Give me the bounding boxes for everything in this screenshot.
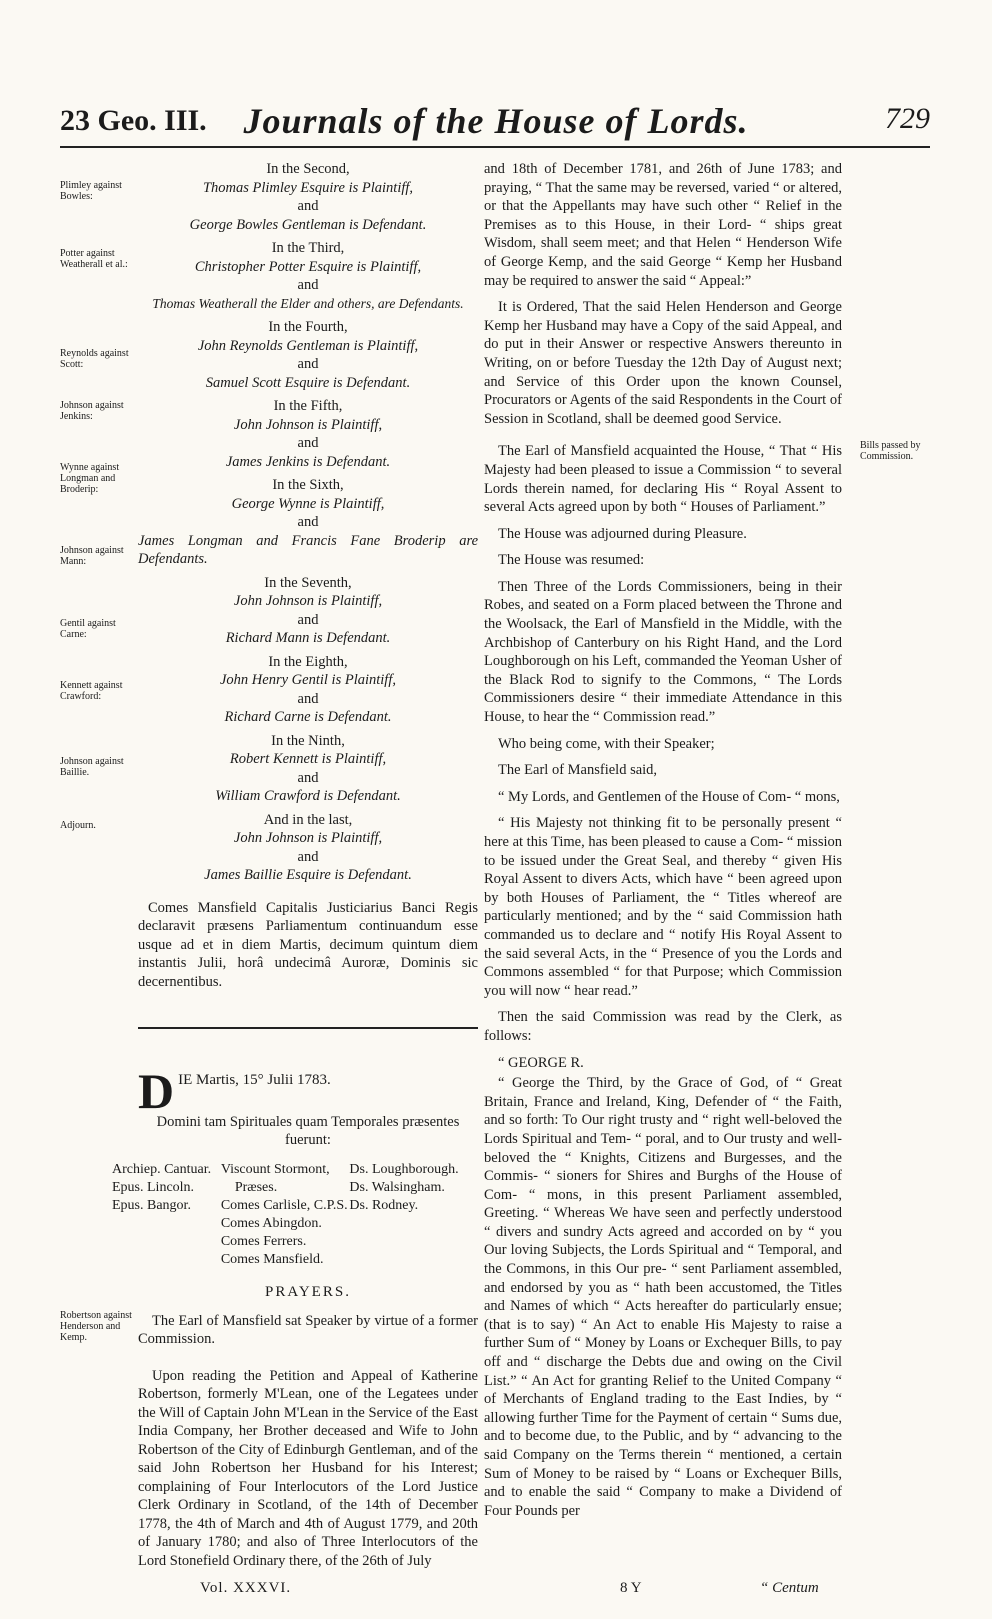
margin-note: Kennett against Crawford:: [60, 680, 123, 702]
paragraph: Then Three of the Lords Commissioners, being in their Robes, and seated on a Form placed between the Throne and the Woolsack, the Earl of Mansfield in the Middle, with the Archbishop of Canterbury on his Right Hand, and the Lord Loughborough on his Left, commanded the Yeoman Usher of the Black Rod to signify to the Commons, “ The Lords Commissioners desire “ their immediate Attendance in this House, to hear the “ Commission read.”: [484, 578, 842, 726]
petition-paragraph: Upon reading the Petition and Appeal of Katherine Robertson, formerly M'Lean, one of the Legatees under the Will of Captain John M'Lean in the Service of the East India Company, her Brother deceased and Wife to John Robertson of the City of Edinburgh Gentleman, and of the said John Robertson her Husband for his Interest; complaining of Four Interlocutors of the Lord Justice Clerk Ordinary in Scotland, of the 14th of December 1778, the 4th of March and 4th of August 1779, and 20th of January 1780; and also of Three Interlocutors of the Lord Stonefield Ordinary there, of the 26th of July: [138, 1367, 478, 1569]
attendee: Ds. Rodney.: [349, 1198, 419, 1213]
speaker-paragraph: The Earl of Mansfield sat Speaker by virtue of a former Commission.: [138, 1312, 478, 1347]
case-ordinal: In the Second,: [266, 161, 350, 177]
case-entry: [138, 574, 478, 648]
case-entry: [138, 732, 478, 806]
margin-note: Robertson against Henderson and Kemp.: [60, 1310, 132, 1343]
sitting-date: IE Martis, 15° Julii 1783.: [178, 1072, 331, 1088]
case-and: and: [297, 769, 319, 786]
paragraph: The Earl of Mansfield said,: [498, 762, 658, 779]
case-entry: [138, 397, 478, 471]
margin-note: Johnson against Jenkins:: [60, 400, 124, 422]
section-rule: [138, 1027, 478, 1029]
paragraph: The House was resumed:: [498, 552, 645, 569]
case-and: and: [297, 356, 319, 372]
case-plaintiff: John Johnson is Plaintiff,: [233, 593, 383, 609]
margin-note: Gentil against Carne:: [60, 618, 116, 640]
case-ordinal: In the Eighth,: [268, 653, 348, 670]
case-ordinal: And in the last,: [263, 811, 353, 828]
attendee: Præses.: [234, 1180, 278, 1195]
case-entry: [138, 476, 478, 569]
attendee: Ds. Walsingham.: [349, 1180, 445, 1195]
right-margin-note: Bills passed by Commission.: [860, 440, 921, 462]
margin-note: Wynne against Longman and Broderip:: [60, 462, 120, 495]
paragraph: The Earl of Mansfield acquainted the House, “ That “ His Majesty had been pleased to issue a Commission “ to several Lords therein named, for declaring His “ Royal Assent to several Acts agreed upon by both “ Houses of Parliament.”: [484, 443, 842, 516]
case-and: and: [297, 690, 319, 707]
case-plaintiff: Christopher Potter Esquire is Plaintiff,: [194, 258, 422, 275]
case-plaintiff: George Wynne is Plaintiff,: [231, 495, 385, 512]
case-plaintiff: Robert Kennett is Plaintiff,: [229, 751, 387, 767]
catchword: “ Centum: [760, 1580, 819, 1596]
prayers-heading: PRAYERS.: [265, 1284, 351, 1300]
case-and: and: [297, 514, 319, 530]
case-plaintiff: John Reynolds Gentleman is Plaintiff,: [197, 337, 419, 354]
sitting-heading: [138, 1063, 478, 1149]
attendee: Comes Carlisle, C.P.S.: [220, 1198, 348, 1213]
paragraph: “ My Lords, and Gentlemen of the House of Com- “ mons,: [498, 788, 840, 805]
adjournment-text: Comes Mansfield Capitalis Justiciarius Banci Regis declaravit præsens Parliamentum continuandum esse usque ad et in diem Martis, decimum quintum diem instantis Julii, horâ undecimâ Auroræ, Dominis sic decernentibus.: [138, 899, 478, 990]
attendance-list: [112, 1161, 478, 1269]
margin-note: Adjourn.: [60, 820, 96, 831]
case-entry: [138, 318, 478, 392]
attendance-col-earls: [221, 1161, 350, 1269]
case-plaintiff: John Johnson is Plaintiff,: [233, 830, 383, 846]
case-entry: [138, 160, 478, 234]
attendee: Archiep. Cantuar.: [112, 1162, 212, 1177]
left-column: [112, 160, 478, 1570]
page-number: 729: [885, 102, 930, 135]
case-defendant: Richard Carne is Defendant.: [224, 709, 392, 725]
margin-note: Johnson against Mann:: [60, 545, 124, 567]
case-and: and: [297, 435, 319, 451]
right-column: [484, 160, 842, 1528]
page-header: [0, 100, 992, 150]
case-defendant: George Bowles Gentleman is Defendant.: [189, 216, 427, 233]
case-entry: [138, 239, 478, 313]
volume-number: Vol. XXXVI.: [200, 1580, 292, 1596]
header-rule: [60, 146, 930, 148]
case-defendant: James Longman and Francis Fane Broderip are Defendants.: [138, 532, 478, 567]
attendance-col-barons: [349, 1161, 478, 1269]
paragraph: and 18th of December 1781, and 26th of June 1783; and praying, “ That the same may be reversed, varied “ or altered, or that the Appellants may have such other “ Relief in the Premises as to this House, in their Lord- “ ships great Wisdom, shall seem meet; and that Helen “ Henderson Wife of George Kemp, and the said George “ Kemp her Husband may be required to answer the said “ Appeal:”: [484, 161, 842, 289]
journal-title: Journals of the House of Lords.: [243, 101, 749, 141]
case-defendant: William Crawford is Defendant.: [215, 788, 401, 804]
attendee: Viscount Stormont,: [220, 1162, 330, 1177]
margin-note: Plimley against Bowles:: [60, 180, 122, 202]
case-and: and: [297, 198, 319, 214]
attendee: Comes Abingdon.: [220, 1216, 322, 1231]
attendee: Epus. Bangor.: [112, 1198, 191, 1213]
case-ordinal: In the Fourth,: [268, 319, 348, 335]
case-ordinal: In the Sixth,: [272, 477, 344, 493]
paragraph: The House was adjourned during Pleasure.: [498, 525, 747, 542]
case-and: and: [297, 611, 319, 628]
margin-note: Potter against Weatherall et al.:: [60, 248, 128, 270]
signature-mark: 8 Y: [620, 1580, 642, 1596]
margin-note: Johnson against Baillie.: [60, 756, 124, 778]
paragraph: “ His Majesty not thinking fit to be personally present “ here at this Time, has been pleased to cause a Com- “ mission to be issued under the Great Seal, and thereby “ given His Royal Assent to divers Acts, which have “ been agreed upon by both Houses of Parliament, the “ Titles whereof are particularly mentioned; and by the “ said Commission hath commanded us to declare and “ notify His Royal Assent to the said several Acts, in the “ Presence of you the Lords and Commons assembled “ for that Purpose; which Commission you will now “ hear read.”: [484, 815, 842, 999]
attendee: Epus. Lincoln.: [112, 1180, 195, 1195]
case-and: and: [297, 277, 319, 293]
case-ordinal: In the Fifth,: [273, 398, 343, 414]
case-entry: [138, 653, 478, 727]
case-plaintiff: Thomas Plimley Esquire is Plaintiff,: [202, 179, 414, 196]
margin-note: Reynolds against Scott:: [60, 348, 129, 370]
case-entry: [138, 811, 478, 885]
case-plaintiff: John Johnson is Plaintiff,: [233, 416, 383, 433]
paragraph: Then the said Commission was read by the Clerk, as follows:: [484, 1009, 842, 1044]
case-defendant: James Jenkins is Defendant.: [225, 453, 391, 470]
attendee: Comes Ferrers.: [220, 1234, 307, 1249]
attendance-intro: Domini tam Spirituales quam Temporales præsentes fuerunt:: [156, 1114, 460, 1148]
case-ordinal: In the Third,: [271, 240, 345, 256]
case-ordinal: In the Seventh,: [264, 574, 352, 591]
case-ordinal: In the Ninth,: [271, 732, 345, 749]
paragraph: Who being come, with their Speaker;: [498, 735, 715, 752]
paragraph: “ George the Third, by the Grace of God, of “ Great Britain, France and Ireland, King, Defender of “ the Faith, and so forth: To Our right trusty and “ right well-beloved the Lords Spiritual and Tem- “ poral, and to Our trusty and well-beloved the “ Knights, Citizens and Burgesses, and the Commis- “ sioners for Shires and Burghs of the House of Com- “ mons, in this present Parliament assembled, Greeting. “ Whereas We have seen and perfectly understood “ divers and sundry Acts agreed and accorded on by “ you Our loving Subjects, the Lords Spiritual and “ Temporal, and the Commons, in this Our pre- “ sent Parliament assembled, and endorsed by you as “ hath been accustomed, the Titles and Names of which “ Acts hereafter do particularly ensue; (that is to say) “ An Act to enable His Majesty to raise a further Sum of “ Money by Loans or Exchequer Bills, to pay off and “ discharge the Debts due and owing on the Civil List.” “ An Act for granting Relief to the United Company “ of Merchants of England trading to the East Indies, by “ allowing further Time for the Payment of certain “ Sums due, and to become due, to the Public, and by “ advancing to the said Company on the Terms therein “ mentioned, a certain Sum of Money to be raised by “ Loans or Exchequer Bills, and to enable the said “ Company to make a Dividend of Four Pounds per: [484, 1075, 842, 1519]
case-plaintiff: John Henry Gentil is Plaintiff,: [220, 672, 396, 688]
paragraph: “ GEORGE R.: [498, 1054, 584, 1071]
drop-cap: D: [138, 1063, 175, 1119]
attendance-col-bishops: [112, 1161, 221, 1269]
case-defendant: James Baillie Esquire is Defendant.: [204, 867, 412, 883]
regnal-year: 23 Geo. III.: [60, 104, 207, 137]
case-defendant: Thomas Weatherall the Elder and others, are Defendants.: [152, 295, 464, 311]
paragraph: It is Ordered, That the said Helen Henderson and George Kemp her Husband may have a Copy of the said Appeal, and do put in their Answer or respective Answers thereunto in Writing, on or before Tuesday the 12th Day of August next; and Service of this Order upon the known Counsel, Procurators or Agents of the said Respondents in the Court of Session in Scotland, shall be deemed good Service.: [484, 299, 842, 427]
case-and: and: [297, 848, 319, 865]
attendee: Ds. Loughborough.: [349, 1162, 459, 1177]
attendee: Comes Mansfield.: [220, 1252, 324, 1267]
case-defendant: Richard Mann is Defendant.: [225, 630, 391, 646]
case-defendant: Samuel Scott Esquire is Defendant.: [205, 374, 411, 391]
